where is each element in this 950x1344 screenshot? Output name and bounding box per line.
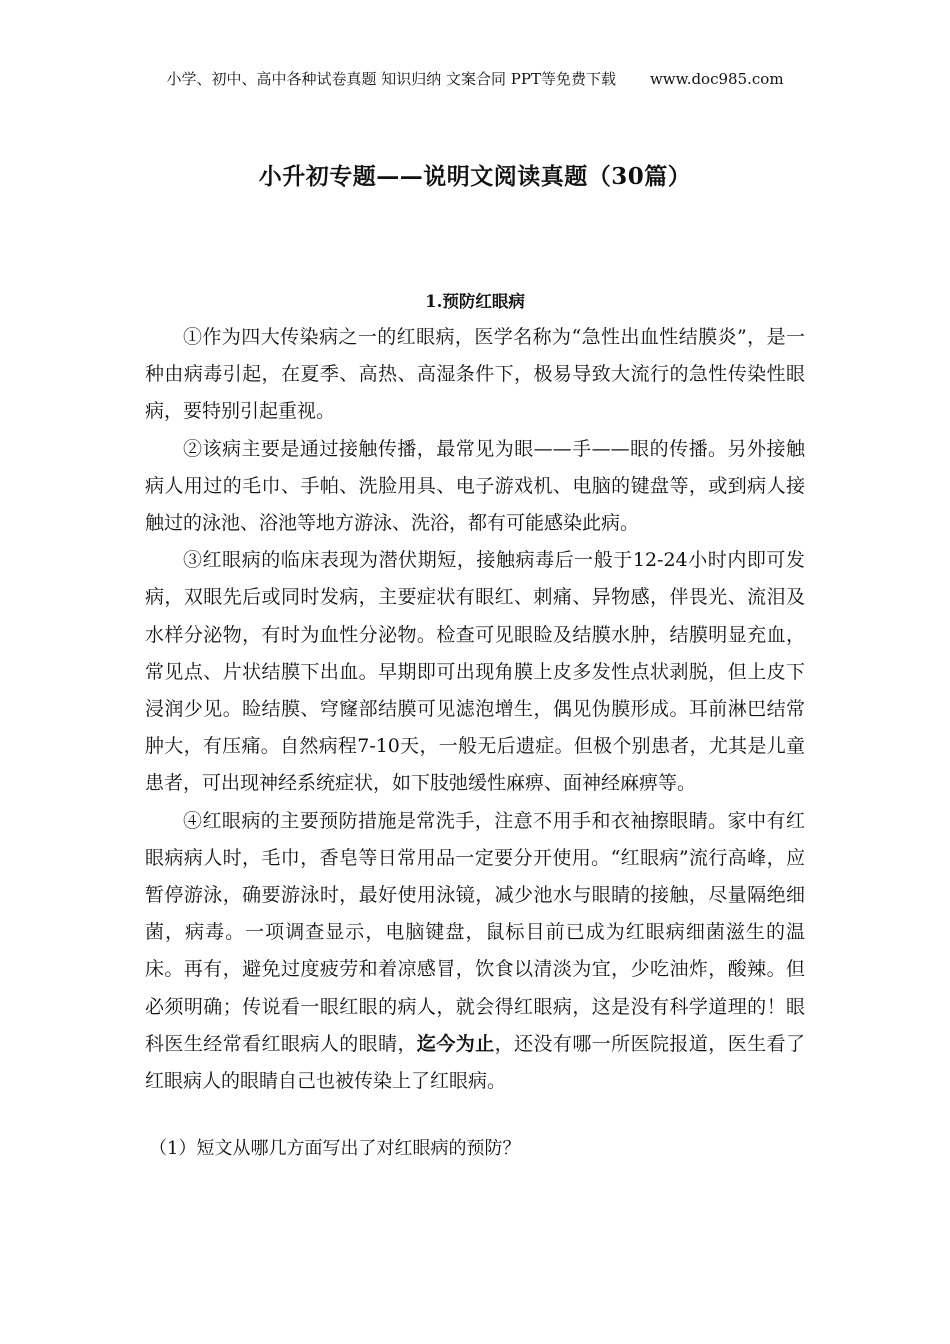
paragraph-4-part-1: ④红眼病的主要预防措施是常洗手，注意不用手和衣袖擦眼睛。家中有红眼病病人时，毛巾，香皂等日常用品一定要分开使用。“红眼病”流行高峰，应暂停游泳，确要游泳时，最好使用泳镜，减少池水与眼睛的接触，尽量隔绝细菌，病毒。一项调查显示，电脑键盘，鼠标目前已成为红眼病细菌滋生的温床。再有，避免过度疲劳和着凉感冒，饮食以清淡为宜，少吃油炸，酸辣。但必须明确；传说看一眼红眼的病人，就会得红眼病，这是没有科学道理的！眼科医生经常看红眼病人的眼睛， [145,809,805,1055]
paragraph-1: ①作为四大传染病之一的红眼病，医学名称为“急性出血性结膜炎”，是一种由病毒引起，在夏季、高热、高湿条件下，极易导致大流行的急性传染性眼病，要特别引起重视。 [145,326,805,423]
paragraph-2: ②该病主要是通过接触传播，最常见为眼——手——眼的传播。另外接触病人用过的毛巾、手帕、洗脸用具、电子游戏机、电脑的键盘等，或到病人接触过的泳池、浴池等地方游泳、洗浴，都有可能感染此病。 [145,437,805,535]
document-title: 小升初专题——说明文阅读真题（30篇） [258,163,692,190]
paragraph-3: ③红眼病的临床表现为潜伏期短，接触病毒后一般于12-24小时内即可发病，双眼先后或同时发病，主要症状有眼红、刺痛、异物感，伴畏光、流泪及水样分泌物，有时为血性分泌物。检查可见眼睑及结膜水肿，结膜明显充血，常见点、片状结膜下出血。早期即可出现角膜上皮多发性点状剥脱，但上皮下浸润少见。睑结膜、穹窿部结膜可见滤泡增生，偶见伪膜形成。耳前淋巴结常肿大，有压痛。自然病程7-10天，一般无后遗症。但极个别患者，尤其是儿童患者，可出现神经系统症状，如下肢弛缓性麻痹、面神经麻痹等。 [145,549,805,795]
section-title: 1.预防红眼病 [425,292,525,311]
question-1: （1）短文从哪几方面写出了对红眼病的预防？ [149,1138,521,1159]
page-header [0,68,950,89]
header-text: 小学、初中、高中各种试卷真题 知识归纳 文案合同 PPT等免费下载 [166,70,616,88]
paragraph-4-bold-phrase: 迄今为止 [416,1032,495,1055]
article-body [145,319,805,1100]
paragraph-4-part-2: ，还没有哪一所医院报道，医生看了红眼病人的眼睛自己也被传染上了红眼病。 [145,1032,805,1093]
paragraph-4 [145,803,805,1101]
header-site-link[interactable]: www.doc985.com [649,70,784,88]
